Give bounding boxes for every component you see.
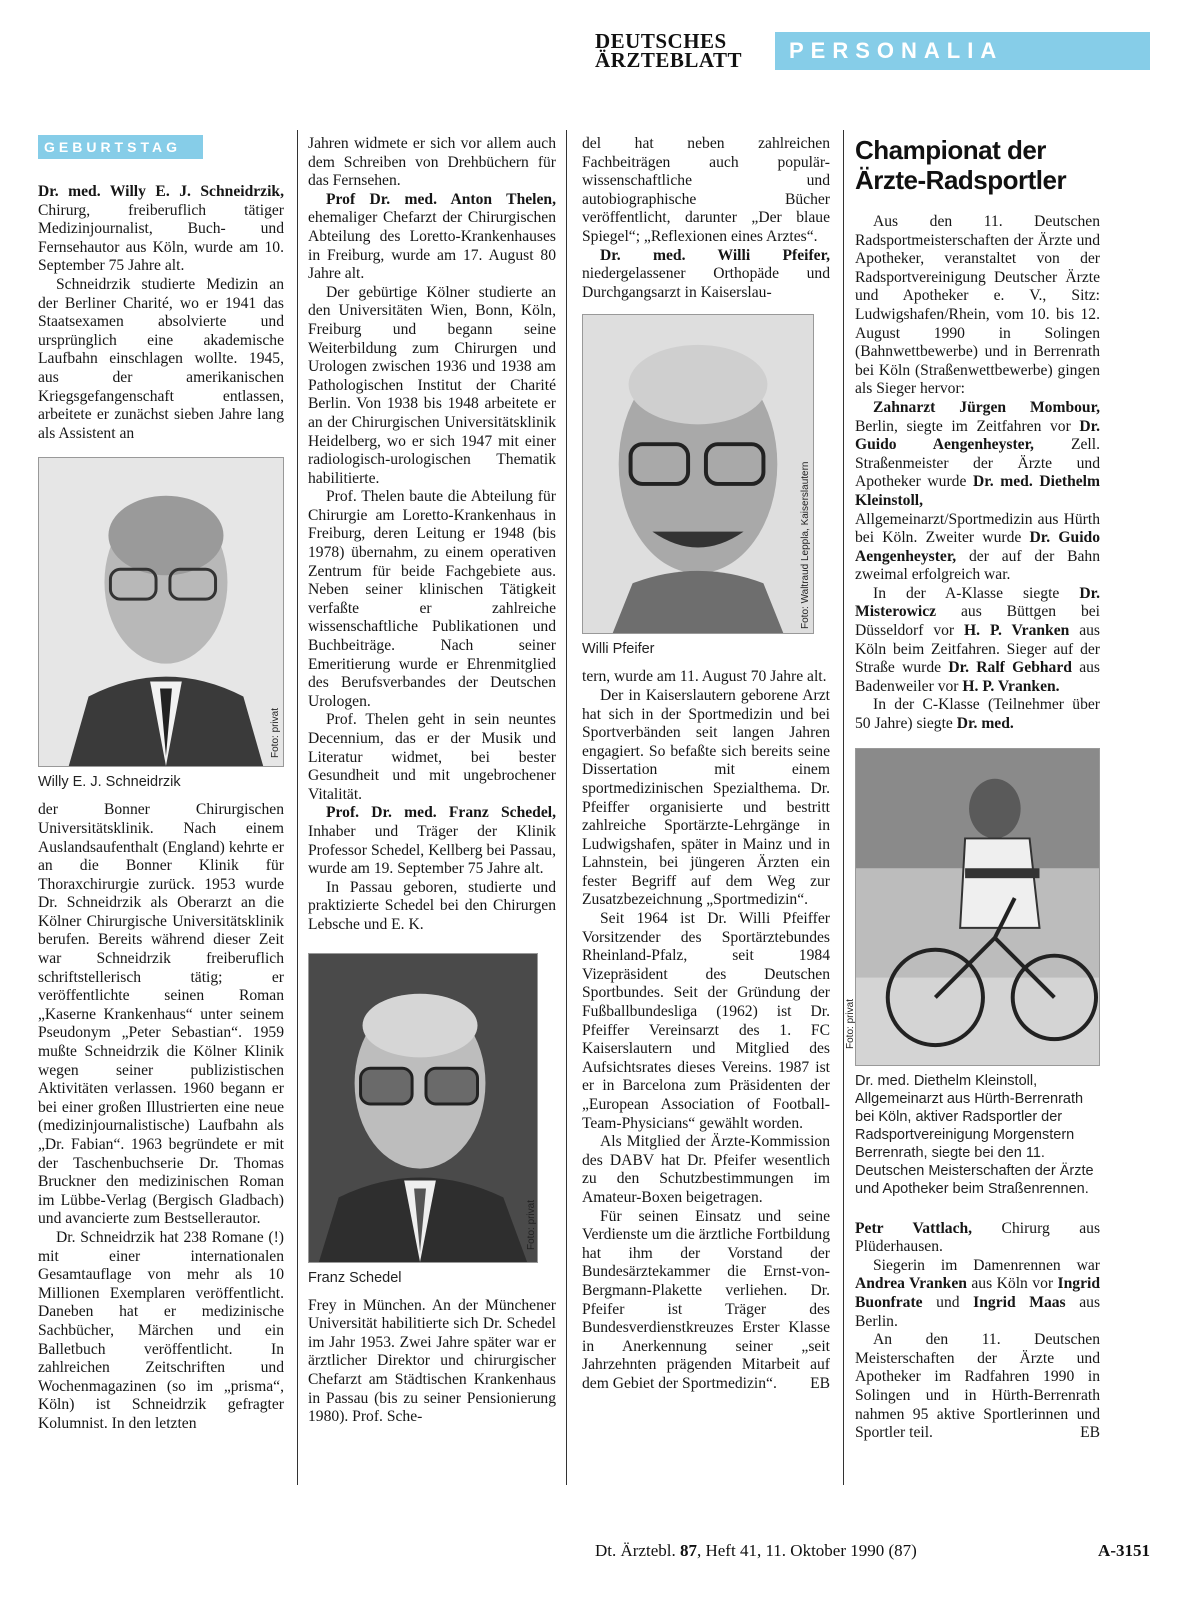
text: In der A-Klasse siegte (873, 584, 1080, 602)
person-name: Ingrid Maas (973, 1294, 1066, 1311)
article-headline: Championat der Ärzte-Radsportler (855, 135, 1067, 195)
article-pfeifer-intro (582, 247, 830, 303)
article-schedel-intro (308, 804, 556, 878)
person-name: Dr. med. Diethelm Kleinstoll, (855, 473, 1100, 509)
journal-citation: Dt. Ärztebl. (595, 1541, 676, 1560)
person-name: Andrea Vranken (855, 1275, 967, 1293)
volume-number: 87 (679, 1541, 697, 1560)
paragraph (855, 1220, 1100, 1257)
person-name: Zahnarzt Jürgen Mombour, (873, 398, 1100, 416)
paragraph: In Passau geboren, studierte und praktizierte Schedel bei den Chirurgen Lebsche und E. K. (308, 878, 556, 933)
text: niedergelassener Orthopäde und Durchgangsarzt in Kaiserslau- (582, 265, 830, 301)
paragraph: Prof. Thelen geht in sein neuntes Decennium, das er der Musik und Literatur widmet, bei bester Gesundheit und mit ungebrochener Vitalität. (308, 711, 556, 803)
portrait-image (39, 458, 283, 766)
paragraph (855, 399, 1100, 585)
person-name: Prof Dr. med. Anton Thelen, (326, 190, 556, 208)
journal-logo-line1: DEUTSCHES (595, 29, 727, 53)
journal-logo-line2: ÄRZTEBLATT (595, 48, 742, 72)
paragraph: Jahren widmete er sich vor allem auch dem Schreiben von Drehbüchern für das Fernsehen. (308, 135, 556, 190)
column-4 (845, 135, 1101, 1443)
person-name: Prof. Dr. med. Franz Schedel, (326, 804, 556, 822)
text: aus Badenweiler vor (855, 659, 1100, 695)
rubric-geburtstag: GEBURTSTAG (38, 135, 203, 159)
text: aus Köln vor (966, 1275, 1058, 1293)
section-banner: PERSONALIA (775, 32, 1150, 70)
page-number: A-3151 (1098, 1541, 1150, 1560)
text: Chirurg aus Plüderhausen. (855, 1219, 1101, 1256)
paragraph: tern, wurde am 11. August 70 Jahre alt. (582, 668, 827, 686)
paragraph: Dr. Schneidrzik hat 238 Romane (!) mit einer internationalen Gesamtauflage von mehr als 10 Millionen Exemplaren veröffentlicht. Daneben hat er medizinische Sachbücher, Märchen und ein Balletbuch veröffentlicht. In zahlreichen Zeitschriften und Wochenmagazinen (so im „prisma“, Köln) ist Schneidrzik gefragter Kolumnist. In den letzten (38, 1228, 284, 1432)
text: Berlin, siegte im Zeitfahren vor (855, 417, 1080, 435)
paragraph: Der in Kaiserslautern geborene Arzt hat sich in der Sportmedizin und bei Sportverbänden seit langen Jahren engagiert. So befaßte sich bereits seine Dissertation mit einem sportmedizinischen Spezialthema. Dr. Pfeiffer organisierte und bestritt zahlreiche Sportärzte-Lehrgänge in Ludwigshafen, später in Mainz und in Lahnstein, bei jüngeren Ärzten ein fester Begriff auf dem Weg zur Zusatzbezeichnung „Sportmedizin“. (582, 686, 830, 909)
author-signature: EB (810, 1374, 830, 1392)
text: Inhaber und Träger der Klinik Professor Schedel, Kellberg bei Passau, wurde am 19. September 75 Jahre alt. (308, 822, 556, 878)
journal-logo (595, 29, 760, 72)
text: Allgemeinarzt/Sportmedizin aus Hürth bei Köln. Zweiter wurde (855, 510, 1100, 547)
text: aus Berlin. (855, 1294, 1101, 1330)
paragraph: Aus den 11. Deutschen Radsportmeisterschaften der Ärzte und Apotheker, veranstaltet von der Radsportvereinigung Deutscher Ärzte und Apotheker e. V., Sitz: Ludwigshafen/Rhein, vom 10. bis 12. August 1990 in Solingen (Bahnwettbewerbe) und in Berrenrath bei Köln (Straßenwettbewerbe) gingen als Sieger hervor: (855, 213, 1100, 398)
issue-info: , Heft 41, 11. Oktober 1990 (87) (696, 1541, 917, 1560)
photo-credit: Foto: privat (845, 998, 856, 1049)
column-3 (582, 135, 830, 1394)
person-name: Ingrid Buonfrate (855, 1275, 1101, 1311)
text: aus Köln beim Zeitfahren. Sieger auf der Straße wurde (855, 622, 1100, 677)
person-name: Dr. Ralf Gebhard (948, 659, 1072, 677)
paragraph (855, 1331, 1100, 1443)
page-footer (595, 1541, 1150, 1561)
portrait-image (309, 954, 537, 1262)
paragraph: Frey in München. An der Münchener Universität habilitierte sich Dr. Schedel im Jahr 1953. Zwei Jahre später war er ärztlicher Direktor und chirurgischer Chefarzt am Städtischen Krankenhaus in Passau (bis zu seiner Pensionierung 1980). Prof. Sche- (308, 1296, 556, 1426)
paragraph: Als Mitglied der Ärzte-Kommission des DABV hat Dr. Pfeifer wesentlich zu den Schutzbestimmungen im Amateur-Boxen beigetragen. (582, 1133, 830, 1206)
column-1 (38, 135, 284, 1434)
text: Zell. Straßenmeister der Ärzte und Apotheker wurde (855, 436, 1100, 491)
paragraph: Der gebürtige Kölner studierte an den Universitäten Wien, Bonn, Köln, Freiburg und begann seine Weiterbildung zum Chirurgen und Urologen zwischen 1936 und 1938 am Pathologischen Institut der Charité Berlin. Von 1938 bis 1948 arbeitete er an der Chirurgischen Universitätsklinik Heidelberg, wo er sich 1947 mit einer radiologisch-urologischen Thematik habilitierte. (308, 283, 556, 487)
column-rule (297, 130, 298, 1485)
photo-cyclist (845, 748, 1100, 1066)
photo-caption: Dr. med. Diethelm Kleinstoll, Allgemeinarzt aus Hürth-Berrenrath bei Köln, aktiver Radsportler der Radsportvereinigung Morgenstern Berrenrath, siegte bei den 11. Deutschen Meisterschaften der Ärzte und Apotheker beim Straßenrennen. (855, 1072, 1094, 1197)
photo-caption: Willi Pfeifer (582, 641, 655, 658)
text: Für seinen Einsatz und seine Verdienste um die ärztliche Fortbildung hat ihm der Vorstand der Bundesärztekammer die Ernst-von-Bergmann-Plakette verliehen. Dr. Pfeifer ist Träger des Bundesverdienstkreuzes Erster Klasse in Anerkennung seiner „seit Jahrzehnten prägenden Mitarbeit auf dem Gebiet der Sportmedizin“. (582, 1207, 830, 1392)
text: In der C-Klasse (Teilnehmer über 50 Jahre) siegte (855, 696, 1100, 733)
person-name: H. P. Vranken. (962, 677, 1060, 695)
photo-schneidrzik (38, 457, 284, 767)
paragraph: Seit 1964 ist Dr. Willi Pfeiffer Vorsitzender des Sportärztebundes Rheinland-Pfalz, seit 1984 Vizepräsident des Deutschen Sportbundes. Seit der Gründung der Fußballbundesliga (1962) ist Dr. Pfeiffer Vereinsarzt des 1. FC Kaiserslautern und Mitglied des Aufsichtsrates dieses Vereins. 1987 ist er in Barcelona zum Präsidenten der „European Association of Football-Team-Physicians“ gewählt worden. (582, 910, 830, 1132)
photo-pfeifer (582, 314, 814, 634)
portrait-image (583, 315, 813, 633)
person-name: Petr Vattlach, (855, 1219, 973, 1237)
column-rule (843, 130, 844, 1485)
paragraph: del hat neben zahlreichen Fachbeiträgen auch populär-wissenschaftliche und autobiographische Bücher veröffentlicht, darunter „Der blaue Spiegel“; „Reflexionen eines Arztes“. (582, 135, 830, 245)
photo-credit: Foto: privat (270, 708, 281, 759)
person-name: Dr. Guido Aengenheyster, (855, 529, 1100, 565)
photo-caption: Willy E. J. Schneidrzik (38, 774, 181, 791)
text: Chirurg, freiberuflich tätiger Medizinjournalist, Buch- und Fernsehautor aus Köln, wurde am 10. September 75 Jahre alt. (38, 201, 284, 275)
text: Siegerin im Damenrennen war (873, 1256, 1100, 1274)
photo-credit: Foto: Waltraud Leppla, Kaiserslautern (800, 461, 811, 630)
person-name: Dr. med. (956, 715, 1014, 733)
photo-schedel (308, 953, 538, 1263)
column-2 (308, 135, 556, 1427)
author-signature: EB (1080, 1424, 1100, 1442)
cyclist-image (856, 749, 1099, 1065)
paragraph (855, 585, 1100, 697)
text: ehemaliger Chefarzt der Chirurgischen Abteilung des Loretto-Krankenhauses in Freiburg, wurde am 17. August 80 Jahre alt. (308, 209, 556, 283)
column-rule (566, 130, 567, 1485)
person-name: H. P. Vranken (964, 622, 1070, 640)
text: aus Büttgen bei Düsseldorf vor (855, 603, 1100, 640)
paragraph: Prof. Thelen baute die Abteilung für Chirurgie am Loretto-Krankenhaus in Freiburg, deren Leitung er 1948 (bis 1978) übernahm, zu einem operativen Zentrum für beide Fachgebiete aus. Neben seiner klinischen Tätigkeit verfaßte er zahlreiche wissenschaftliche Publikationen und Buchbeiträge. Nach seiner Emeritierung wurde er Ehrenmitglied des Berufsverbandes der Deutschen Urologen. (308, 488, 556, 710)
paragraph (855, 1257, 1100, 1331)
text: und (922, 1294, 974, 1311)
paragraph (855, 696, 1100, 733)
text: An den 11. Deutschen Meisterschaften der Ärzte und Apotheker im Radfahren 1990 in Solingen und in Hürth-Berrenrath nahmen 95 aktive Sportlerinnen und Sportler teil. (855, 1331, 1100, 1442)
paragraph (582, 1208, 830, 1394)
text: der auf der Bahn zweimal erfolgreich war. (855, 547, 1100, 584)
masthead (595, 29, 1155, 80)
photo-credit: Foto: privat (526, 1199, 537, 1250)
paragraph: der Bonner Chirurgischen Universitätsklinik. Nach einem Auslandsaufenthalt (England) kehrte er an die Bonner Klinik für Thoraxchirurgie zurück. 1953 wurde Dr. Schneidrzik als Oberarzt an die Kölner Chirurgische Universitätsklinik berufen. Bereits während dieser Zeit war Schneidrzik freiberuflich schriftstellerisch tätig; er veröffentlichte seinen Roman „Kaserne Krankenhaus“ unter seinem Pseudonym „Peter Sebastian“. 1959 mußte Schneidrzik die Kölner Klinik wegen seiner publizistischen Aktivitäten verlassen. 1960 begann er bei einer großen Illustrierten eine neue (medizinjournalistische) Laufbahn als „Dr. Fabian“. 1963 begründete er mit der Taschenbuchserie Dr. Thomas Bruckner den medizinischen Roman im Lübbe-Verlag (Bergisch Gladbach) und avancierte zum Bestsellerautor. (38, 801, 284, 1228)
paragraph: Schneidrzik studierte Medizin an der Berliner Charité, wo er 1941 das Staatsexamen absolvierte und ursprünglich eine akademische Laufbahn einschlagen wollte. 1945, aus der amerikanischen Kriegsgefangenschaft entlassen, arbeitete er zunächst sieben Jahre lang als Assistent an (38, 275, 284, 442)
person-name: Dr. med. Willi Pfeifer, (600, 246, 830, 264)
person-name: Dr. med. Willy E. J. Schneidrzik, (38, 183, 284, 200)
article-thelen-intro (308, 191, 556, 284)
person-name: Dr. Guido Aengenheyster, (855, 417, 1100, 454)
photo-caption: Franz Schedel (308, 1269, 402, 1286)
person-name: Dr. Misterowicz (855, 584, 1100, 621)
article-schneidrzik-intro (38, 183, 284, 276)
